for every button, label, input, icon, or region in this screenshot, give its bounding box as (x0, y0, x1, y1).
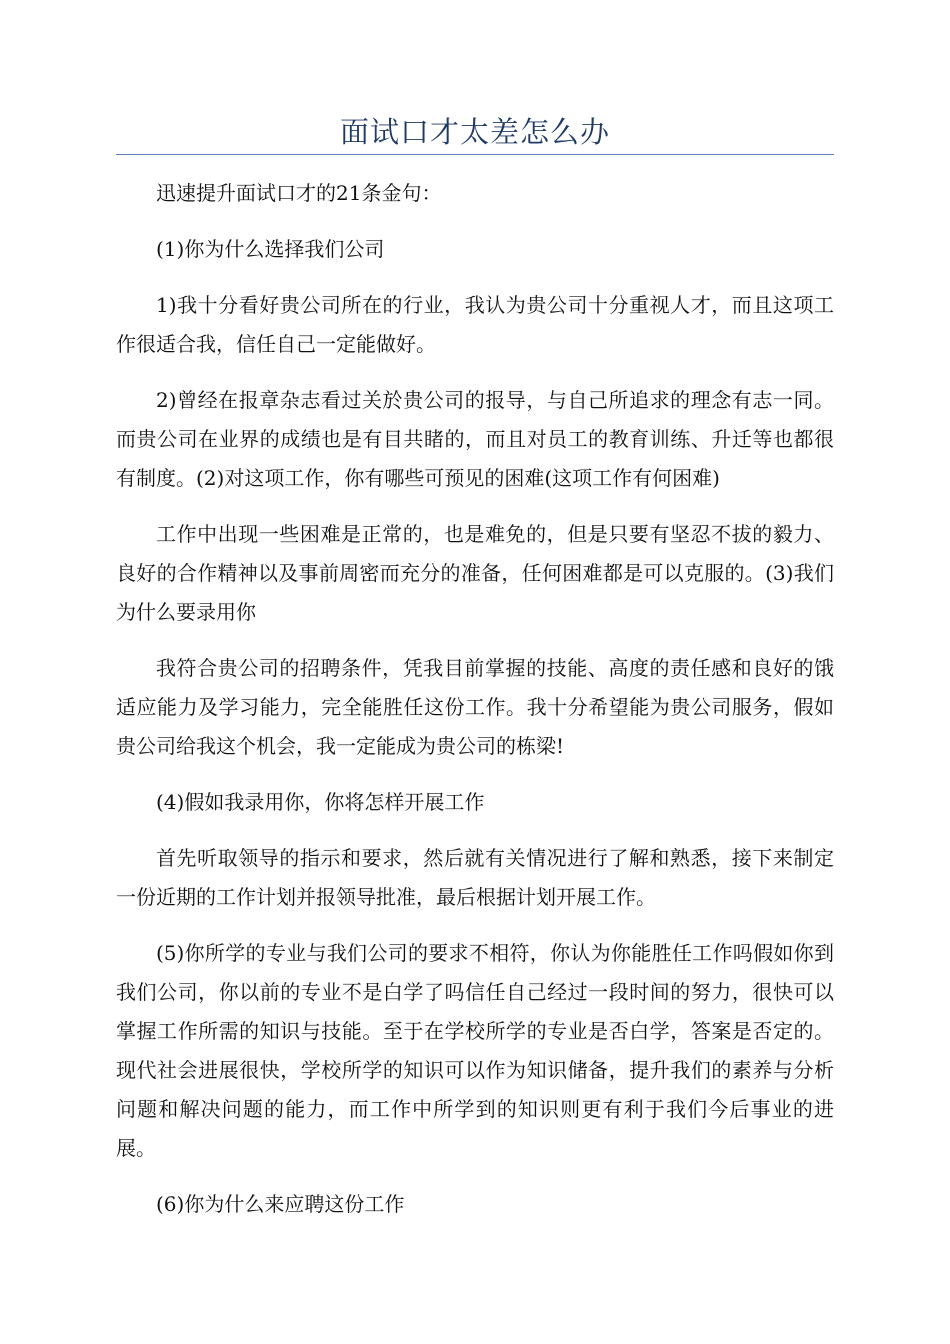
paragraph: (6)你为什么来应聘这份工作 (156, 1192, 405, 1216)
paragraph: 1)我十分看好贵公司所在的行业，我认为贵公司十分重视人才，而且这项工作很适合我，信任自己一定能做好。 (116, 293, 834, 356)
paragraph: (4)假如我录用你，你将怎样开展工作 (156, 790, 485, 814)
paragraph: (5)你所学的专业与我们公司的要求不相符，你认为你能胜任工作吗假如你到我们公司，你以前的专业不是白学了吗信任自己经过一段时间的努力，很快可以掌握工作所需的知识与技能。至于在学校所学的专业是否白学，答案是否定的。现代社会进展很快，学校所学的知识可以作为知识储备，提升我们的素养与分析问题和解决问题的能力，而工作中所学到的知识则更有利于我们今后事业的进展。 (116, 941, 834, 1160)
document-title: 面试口才太差怎么办 (339, 115, 610, 149)
paragraph: 首先听取领导的指示和要求，然后就有关情况进行了解和熟悉，接下来制定一份近期的工作计划并报领导批准，最后根据计划开展工作。 (116, 846, 834, 909)
paragraph: 工作中出现一些困难是正常的，也是难免的，但是只要有坚忍不拔的毅力、良好的合作精神以及事前周密而充分的准备，任何困难都是可以克服的。(3)我们为什么要录用你 (116, 522, 834, 624)
paragraph: (1)你为什么选择我们公司 (156, 237, 385, 261)
document-body (116, 174, 834, 1241)
paragraph: 我符合贵公司的招聘条件，凭我目前掌握的技能、高度的责任感和良好的饿适应能力及学习能力，完全能胜任这份工作。我十分希望能为贵公司服务，假如贵公司给我这个机会，我一定能成为贵公司的栋梁! (116, 656, 834, 758)
paragraph: 2)曾经在报章杂志看过关於贵公司的报导，与自己所追求的理念有志一同。而贵公司在业界的成绩也是有目共睹的，而且对员工的教育训练、升迁等也都很有制度。(2)对这项工作，你有哪些可预见的困难(这项工作有何困难) (116, 388, 834, 490)
title-underline (116, 154, 834, 155)
paragraph: 迅速提升面试口才的21条金句： (156, 181, 442, 205)
